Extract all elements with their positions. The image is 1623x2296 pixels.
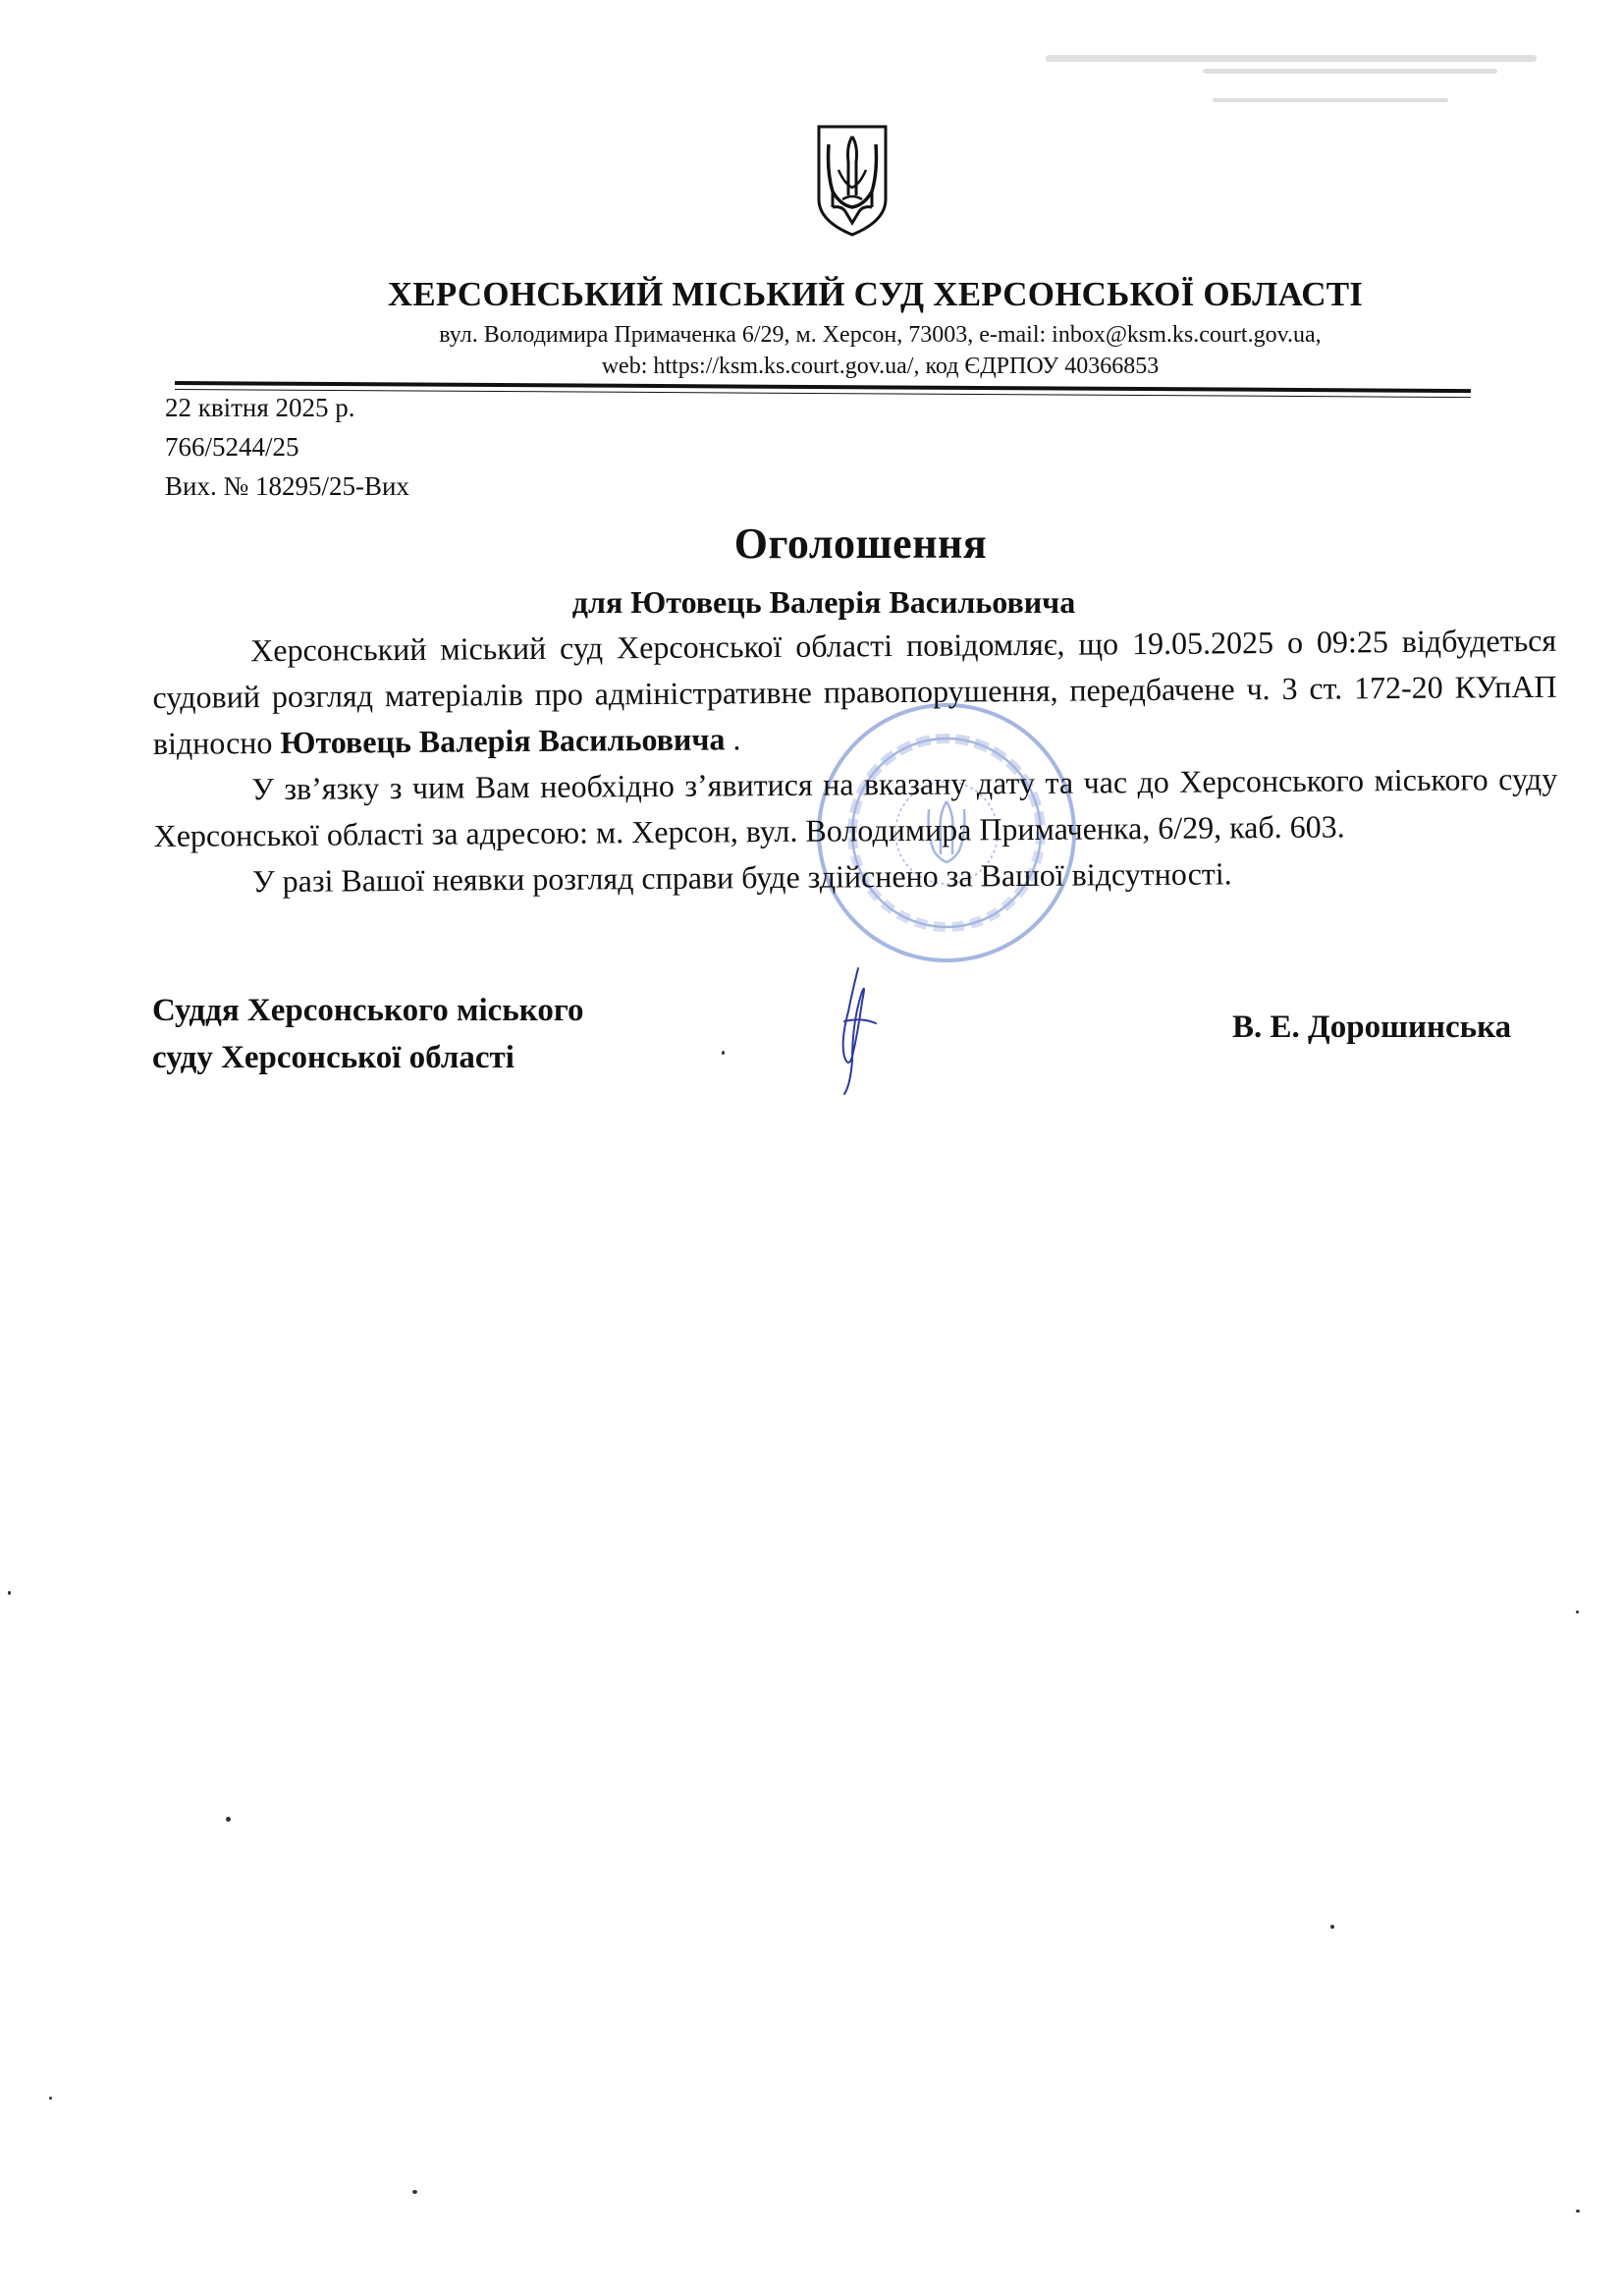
court-address-line1: вул. Володимира Примаченка 6/29, м. Херсон, 73003, e-mail: inbox@ksm.ks.court.gov.ua, — [439, 322, 1322, 348]
outgoing-number: Вих. № 18295/25-Вих — [165, 471, 409, 501]
scan-speck — [226, 1817, 231, 1822]
court-name: ХЕРСОНСЬКИЙ МІСЬКИЙ СУД ХЕРСОНСЬКОЇ ОБЛАСТІ — [387, 275, 1364, 313]
scan-speck — [1330, 1925, 1334, 1929]
handwritten-signature — [823, 962, 892, 1100]
bleed-through-marks — [1046, 47, 1556, 116]
court-address — [0, 319, 1623, 382]
scan-speck — [722, 1051, 725, 1055]
announcement-paragraph-1 — [152, 618, 1557, 767]
document-date: 22 квітня 2025 р. — [165, 393, 355, 422]
judge-name: В. Е. Дорошинська — [1232, 1010, 1512, 1045]
judge-position-line2: суду Херсонської області — [152, 1040, 514, 1075]
scan-speck — [1576, 1611, 1579, 1613]
coat-of-arms-icon — [813, 123, 892, 239]
announcement-paragraph-3: У разі Вашої неявки розгляд справи буде здійснено за Вашої відсутності. — [251, 855, 1232, 900]
scan-speck — [1576, 2210, 1580, 2213]
court-address-line2: web: https://ksm.ks.court.gov.ua/, код ЄДРПОУ 40366853 — [601, 354, 1160, 379]
scan-speck — [49, 2097, 52, 2100]
paragraph-1-end: . — [725, 721, 741, 757]
judge-position — [152, 987, 584, 1081]
judge-position-line1: Суддя Херсонського міського — [152, 993, 584, 1028]
announcement-body — [152, 618, 1558, 905]
scan-speck — [8, 1591, 11, 1595]
scan-speck — [412, 2190, 417, 2194]
document-meta — [165, 388, 409, 506]
announcement-subtitle: для Ютовець Валерія Васильовича — [571, 584, 1076, 620]
paragraph-1-text: Херсонський міський суд Херсонської області повідомляє, що 19.05.2025 о 09:25 відбудеться судовий розгляд матеріалів про адміністративне правопорушення, передбачене ч. 3 ст. 172-20 КУпАП відносно — [152, 622, 1557, 761]
case-number: 766/5244/25 — [165, 432, 299, 462]
announcement-paragraph-2: У зв’язку з чим Вам необхідно з’явитися на вказану дату та час до Херсонського міського суду Херсонської області за адресою: м. Херсон, вул. Володимира Примаченка, 6/29, каб. 603. — [153, 760, 1558, 853]
announcement-title: Оголошення — [733, 519, 988, 568]
defendant-name: Ютовець Валерія Васильовича — [280, 721, 726, 760]
